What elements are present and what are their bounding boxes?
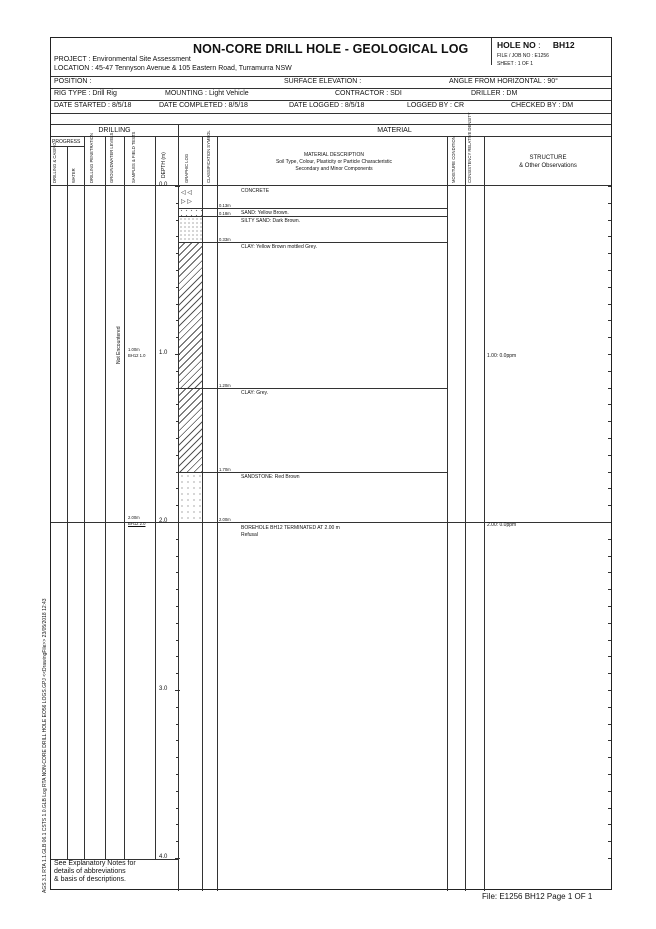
depth-tick bbox=[176, 203, 179, 204]
project: PROJECT : Environmental Site Assessment bbox=[54, 56, 191, 63]
layer-description: SAND: Yellow Brown. bbox=[241, 210, 289, 216]
depth-tick bbox=[176, 421, 179, 422]
structure-tick bbox=[608, 673, 611, 674]
depth-tick bbox=[176, 220, 179, 221]
depth-tick bbox=[176, 774, 179, 775]
concrete-symbol-2: ▷ ▷ bbox=[181, 199, 192, 205]
structure-tick bbox=[608, 791, 611, 792]
depth-tick bbox=[176, 236, 179, 237]
depth-tick bbox=[176, 404, 179, 405]
logged-by: LOGGED BY : CR bbox=[407, 102, 465, 109]
depth-tick bbox=[176, 757, 179, 758]
depth-tick bbox=[176, 488, 179, 489]
depth-label: 2.0 bbox=[159, 518, 168, 524]
clay-pattern bbox=[179, 242, 202, 388]
structure-tick bbox=[608, 186, 611, 187]
log-sheet: NON-CORE DRILL HOLE - GEOLOGICAL LOG HOLE NO : BH12 FILE / JOB NO : E1256 SHEET : 1 OF 1 PROJECT : Environmental Site Assessment LOCATION : 45-47 Tennyson Avenue & 105 Eastern Road, Turramurra NSW POSITION : SURFACE ELEVATION : ANGLE FROM HORIZONTAL : 90° RIG TYPE : Drill Rig MOUNTING : Light Vehicle CONTRACTOR : SDI DRILLER : DM DATE STARTED : 8/5/18 DATE COMPLETED : 8/5/18 DATE LOGGED : 8/5/18 LOGGED BY : CR CHECKED BY : DM DRILLING MATERIAL PROGRESS DRILLING & CASING WATER DRILLING PENETRATION GROUNDWATER LEVELS SAMPLES & FIELD TESTS DEPTH (m) GRAPHIC LOG CLASSIFICATION SYMBOL MATERIAL DESCRIPTION Soil Type, Colour, Plasticity or Particle Characteristic Secondary and Minor Components MOISTURE CONDITION CONSISTENCY RELATIVE DENSITY STRUCTURE & Other Observations ◁ ◁ ▷ ▷ 0.13m 0.18m 0.33m 1.20m 1.70m 2.00m CONCRETE SAND: Yellow Brown. SILTY SAND: Dark Brown. CLAY: Yellow Brown mottled Grey. CLAY: Grey. SANDSTONE: Red Brown BOREHOLE BH12 TERMINATED AT 2.00 m Refusal Not Encountered 1.00m BH12 1.0 2.00m BH12 2.0 1.00: 0.0ppm 2.00: 0.0ppm See Explanatory Notes for details of abbreviations & basis of descriptions. 0.0 1.0 2.0 3.0 4.0 bbox=[50, 37, 612, 890]
layer-depth: 2.00m bbox=[219, 517, 231, 522]
date-started: DATE STARTED : 8/5/18 bbox=[54, 102, 132, 109]
depth-tick bbox=[176, 270, 179, 271]
depth-tick bbox=[176, 556, 179, 557]
depth-tick bbox=[176, 824, 179, 825]
depth-tick bbox=[176, 572, 179, 573]
sample-depth: 2.00m bbox=[128, 515, 140, 520]
sand-pattern bbox=[179, 208, 202, 216]
consistency-header: CONSISTENCY RELATIVE DENSITY bbox=[467, 112, 472, 183]
structure-tick bbox=[608, 371, 611, 372]
explanatory-note-2: details of abbreviations bbox=[54, 868, 126, 875]
depth-tick bbox=[176, 253, 179, 254]
drilling-penetration-header: DRILLING PENETRATION bbox=[89, 133, 94, 183]
structure-tick bbox=[608, 606, 611, 607]
location: LOCATION : 45-47 Tennyson Avenue & 105 Eastern Road, Turramurra NSW bbox=[54, 65, 292, 72]
depth-tick bbox=[176, 808, 179, 809]
sheet-number: SHEET : 1 OF 1 bbox=[497, 61, 534, 67]
layer-description: SANDSTONE: Red Brown bbox=[241, 474, 300, 480]
explanatory-note-1: See Explanatory Notes for bbox=[54, 860, 136, 867]
structure-tick bbox=[608, 505, 611, 506]
structure-tick bbox=[608, 203, 611, 204]
structure-tick bbox=[608, 472, 611, 473]
depth-tick bbox=[176, 304, 179, 305]
depth-tick bbox=[175, 690, 180, 691]
depth-tick bbox=[176, 707, 179, 708]
termination-note: BOREHOLE BH12 TERMINATED AT 2.00 m bbox=[241, 525, 340, 531]
structure-tick bbox=[608, 539, 611, 540]
structure-tick bbox=[608, 841, 611, 842]
structure-header: STRUCTURE bbox=[529, 155, 567, 161]
clay-grey-pattern bbox=[179, 389, 202, 472]
checked-by: CHECKED BY : DM bbox=[511, 102, 574, 109]
structure-tick bbox=[608, 824, 611, 825]
samples-tests-header: SAMPLES & FIELD TESTS bbox=[131, 131, 136, 183]
depth-tick bbox=[176, 589, 179, 590]
layer-depth: 0.33m bbox=[219, 237, 231, 242]
structure-tick bbox=[608, 572, 611, 573]
structure-tick bbox=[608, 337, 611, 338]
page-footer: File: E1256 BH12 Page 1 OF 1 bbox=[482, 892, 593, 901]
depth-tick bbox=[176, 623, 179, 624]
depth-tick bbox=[175, 522, 180, 523]
moisture-condition-header: MOISTURE CONDITION bbox=[451, 136, 456, 183]
depth-tick bbox=[176, 455, 179, 456]
structure-tick bbox=[608, 438, 611, 439]
structure-tick bbox=[608, 757, 611, 758]
structure-tick bbox=[608, 640, 611, 641]
date-completed: DATE COMPLETED : 8/5/18 bbox=[159, 102, 248, 109]
structure-tick bbox=[608, 774, 611, 775]
structure-tick bbox=[608, 690, 611, 691]
layer-depth: 1.70m bbox=[219, 467, 231, 472]
driller: DRILLER : DM bbox=[471, 90, 518, 97]
layer-description: SILTY SAND: Dark Brown. bbox=[241, 218, 300, 224]
structure-tick bbox=[608, 320, 611, 321]
structure-tick bbox=[608, 455, 611, 456]
depth-header: DEPTH (m) bbox=[161, 152, 167, 178]
hole-no: BH12 bbox=[552, 40, 575, 50]
angle-from-horizontal: ANGLE FROM HORIZONTAL : 90° bbox=[449, 78, 558, 85]
position: POSITION : bbox=[54, 78, 92, 85]
observation: 1.00: 0.0ppm bbox=[487, 353, 517, 359]
structure-tick bbox=[608, 740, 611, 741]
material-description-header: MATERIAL DESCRIPTION bbox=[303, 152, 364, 158]
depth-label: 1.0 bbox=[159, 350, 168, 356]
structure-tick bbox=[608, 724, 611, 725]
explanatory-note-3: & basis of descriptions. bbox=[54, 876, 126, 883]
drilling-group-header: DRILLING bbox=[98, 127, 131, 134]
depth-tick bbox=[176, 673, 179, 674]
depth-tick bbox=[176, 539, 179, 540]
depth-tick bbox=[176, 505, 179, 506]
layer-description: CONCRETE bbox=[241, 188, 270, 194]
silty-sand-pattern bbox=[179, 217, 202, 242]
material-description-subheader: Soil Type, Colour, Plasticity or Particle Characteristic bbox=[275, 159, 393, 165]
mounting: MOUNTING : Light Vehicle bbox=[165, 90, 249, 97]
structure-tick bbox=[608, 304, 611, 305]
depth-tick bbox=[176, 320, 179, 321]
depth-tick bbox=[176, 388, 179, 389]
depth-tick bbox=[176, 287, 179, 288]
structure-tick bbox=[608, 808, 611, 809]
depth-tick bbox=[176, 740, 179, 741]
structure-tick bbox=[608, 858, 611, 859]
progress-header: PROGRESS bbox=[52, 139, 81, 145]
depth-label: 4.0 bbox=[159, 854, 168, 860]
depth-tick bbox=[176, 791, 179, 792]
layer-description: CLAY: Yellow Brown mottled Grey. bbox=[241, 244, 317, 250]
hole-no-label: HOLE NO bbox=[497, 40, 536, 50]
structure-tick bbox=[608, 404, 611, 405]
depth-tick bbox=[175, 354, 180, 355]
structure-subheader: & Other Observations bbox=[519, 163, 577, 169]
structure-tick bbox=[608, 623, 611, 624]
structure-tick bbox=[608, 556, 611, 557]
sample-depth: 1.00m bbox=[128, 347, 140, 352]
drilling-casing-header: DRILLING & CASING bbox=[52, 142, 57, 183]
layer-depth: 1.20m bbox=[219, 383, 231, 388]
contractor: CONTRACTOR : SDI bbox=[335, 90, 402, 97]
observation: 2.00: 0.0ppm bbox=[487, 522, 517, 528]
depth-label: 3.0 bbox=[159, 686, 168, 692]
layer-description: CLAY: Grey. bbox=[241, 390, 269, 396]
depth-tick bbox=[176, 438, 179, 439]
concrete-symbol: ◁ ◁ bbox=[181, 190, 192, 196]
surface-elevation: SURFACE ELEVATION : bbox=[284, 78, 362, 85]
structure-tick bbox=[608, 522, 611, 523]
material-description-subheader-2: Secondary and Minor Components bbox=[295, 166, 373, 172]
structure-tick bbox=[608, 388, 611, 389]
structure-tick bbox=[608, 220, 611, 221]
side-print-info: AGS 3.1 RTA 1.1.GLB 06.1 CSTS 1.0.GLB Log RTA NON-CORE DRILL HOLE EO56 LOGS.GPJ <<DrawingFile>> 23/05/2018 12:43 bbox=[42, 598, 48, 893]
structure-tick bbox=[608, 354, 611, 355]
structure-tick bbox=[608, 488, 611, 489]
sandstone-pattern bbox=[179, 473, 202, 522]
graphic-log-header: GRAPHIC LOG bbox=[184, 153, 189, 183]
depth-tick bbox=[175, 858, 180, 859]
material-group-header: MATERIAL bbox=[377, 127, 412, 134]
structure-tick bbox=[608, 253, 611, 254]
depth-tick bbox=[176, 841, 179, 842]
depth-tick bbox=[175, 186, 180, 187]
structure-tick bbox=[608, 270, 611, 271]
groundwater-status: Not Encountered bbox=[116, 326, 122, 364]
classification-symbol-header: CLASSIFICATION SYMBOL bbox=[206, 130, 211, 183]
water-header: WATER bbox=[71, 168, 76, 183]
depth-tick bbox=[176, 640, 179, 641]
depth-tick bbox=[176, 606, 179, 607]
depth-tick bbox=[176, 472, 179, 473]
depth-tick bbox=[176, 656, 179, 657]
file-job-no: FILE / JOB NO : E1256 bbox=[497, 53, 549, 59]
structure-tick bbox=[608, 707, 611, 708]
sample-id: BH12 1.0 bbox=[128, 353, 146, 358]
structure-tick bbox=[608, 421, 611, 422]
structure-tick bbox=[608, 236, 611, 237]
structure-tick bbox=[608, 589, 611, 590]
layer-depth: 0.18m bbox=[219, 211, 231, 216]
structure-tick bbox=[608, 287, 611, 288]
depth-label: 0.0 bbox=[159, 182, 168, 188]
refusal-note: Refusal bbox=[241, 532, 258, 538]
sample-id: BH12 2.0 bbox=[128, 521, 146, 526]
depth-tick bbox=[176, 371, 179, 372]
depth-tick bbox=[176, 724, 179, 725]
rig-type: RIG TYPE : Drill Rig bbox=[54, 90, 117, 97]
log-title: NON-CORE DRILL HOLE - GEOLOGICAL LOG bbox=[193, 42, 469, 56]
structure-tick bbox=[608, 656, 611, 657]
depth-tick bbox=[176, 337, 179, 338]
groundwater-levels-header: GROUNDWATER LEVELS bbox=[109, 132, 114, 183]
layer-depth: 0.13m bbox=[219, 203, 231, 208]
date-logged: DATE LOGGED : 8/5/18 bbox=[289, 102, 365, 109]
